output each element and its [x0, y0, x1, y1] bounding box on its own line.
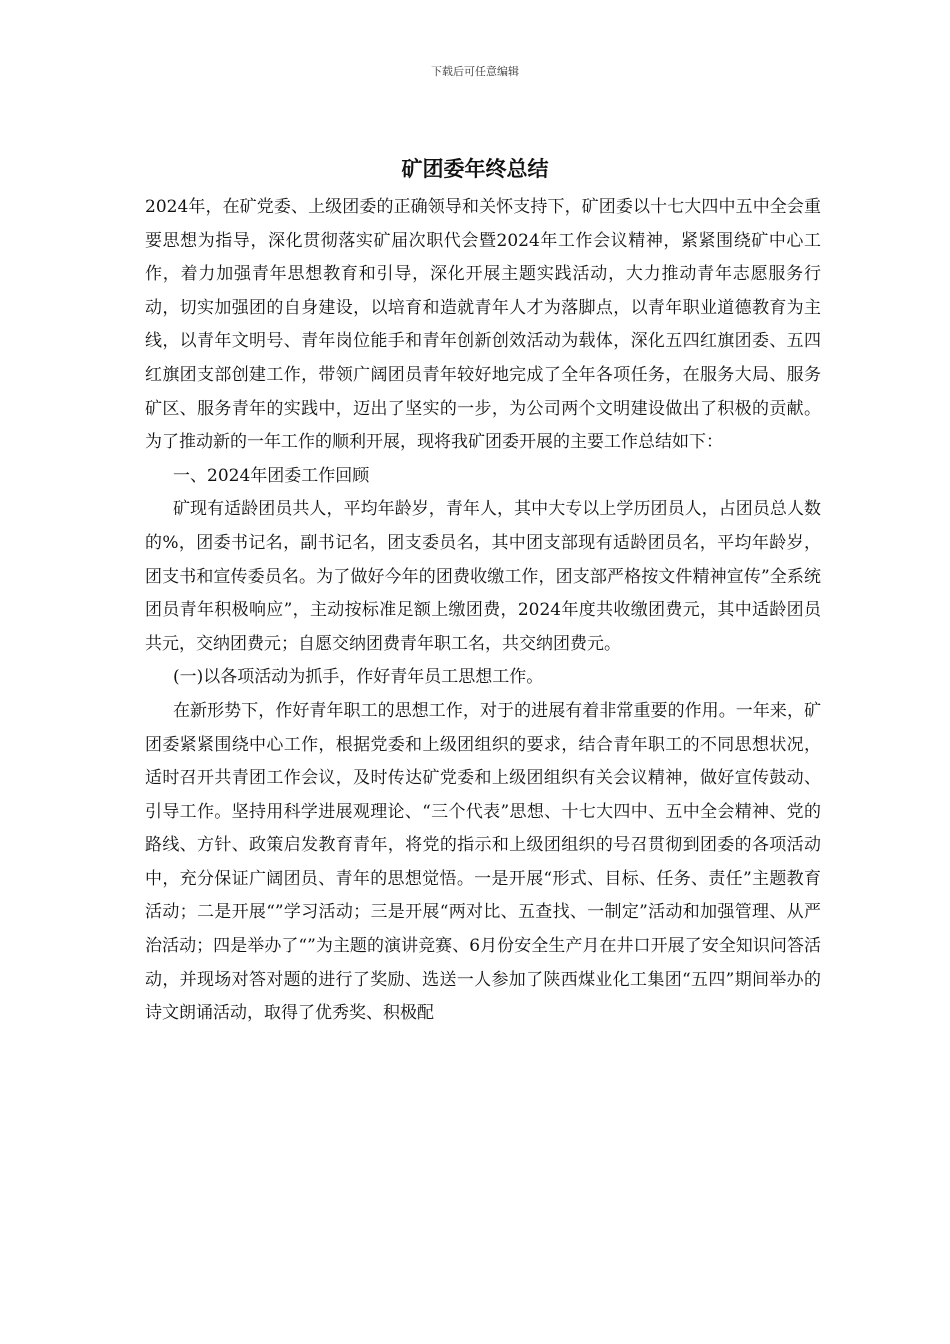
paragraph-activities: 在新形势下，作好青年职工的思想工作，对于的进展有着非常重要的作用。一年来，矿团委紧紧围绕中心工作，根据党委和上级团组织的要求，结合青年职工的不同思想状况，适时召开共青团工作会议，及时传达矿党委和上级团组织有关会议精神，做好宣传鼓动、引导工作。坚持用科学进展观理论、“三个代表”思想、十七大四中、五中全会精神、党的路线、方针、政策启发教育青年，将党的指示和上级团组织的号召贯彻到团委的各项活动中，充分保证广阔团员、青年的思想觉悟。一是开展“形式、目标、任务、责任”主题教育活动；二是开展“”学习活动；三是开展“两对比、五查找、一制定”活动和加强管理、从严治活动；四是举办了“”为主题的演讲竞赛、6月份安全生产月在井口开展了安全知识问答活动，并现场对答对题的进行了奖励、选送一人参加了陕西煤业化工集团“五四”期间举办的诗文朗诵活动，取得了优秀奖、积极配	[145, 700, 821, 1024]
document-body	[145, 191, 821, 1031]
page-header-note: 下载后可任意编辑	[431, 65, 519, 78]
document-title: 矿团委年终总结	[401, 156, 549, 181]
paragraph-intro: 2024年，在矿党委、上级团委的正确领导和关怀支持下，矿团委以十七大四中五中全会重要思想为指导，深化贯彻落实矿届次职代会暨2024年工作会议精神，紧紧围绕矿中心工作，着力加强青年思想教育和引导，深化开展主题实践活动，大力推动青年志愿服务行动，切实加强团的自身建设，以培育和造就青年人才为落脚点，以青年职业道德教育为主线，以青年文明号、青年岗位能手和青年创新创效活动为载体，深化五四红旗团委、五四红旗团支部创建工作，带领广阔团员青年较好地完成了全年各项任务，在服务大局、服务矿区、服务青年的实践中，迈出了坚实的一步，为公司两个文明建设做出了积极的贡献。为了推动新的一年工作的顺利开展，现将我矿团委开展的主要工作总结如下：	[145, 197, 821, 453]
paragraph-membership: 矿现有适龄团员共人，平均年龄岁，青年人，其中大专以上学历团员人，占团员总人数的%，团委书记名，副书记名，团支委员名，其中团支部现有适龄团员名，平均年龄岁，团支书和宣传委员名。为了做好今年的团费收缴工作，团支部严格按文件精神宣传”全系统团员青年积极响应”，主动按标准足额上缴团费，2024年度共收缴团费元，其中适龄团员共元，交纳团费元；自愿交纳团费青年职工名，共交纳团费元。	[145, 499, 821, 654]
subsection-heading-activities: (一)以各项活动为抓手，作好青年员工思想工作。	[173, 667, 544, 688]
section-heading-review: 一、2024年团委工作回顾	[173, 465, 370, 486]
